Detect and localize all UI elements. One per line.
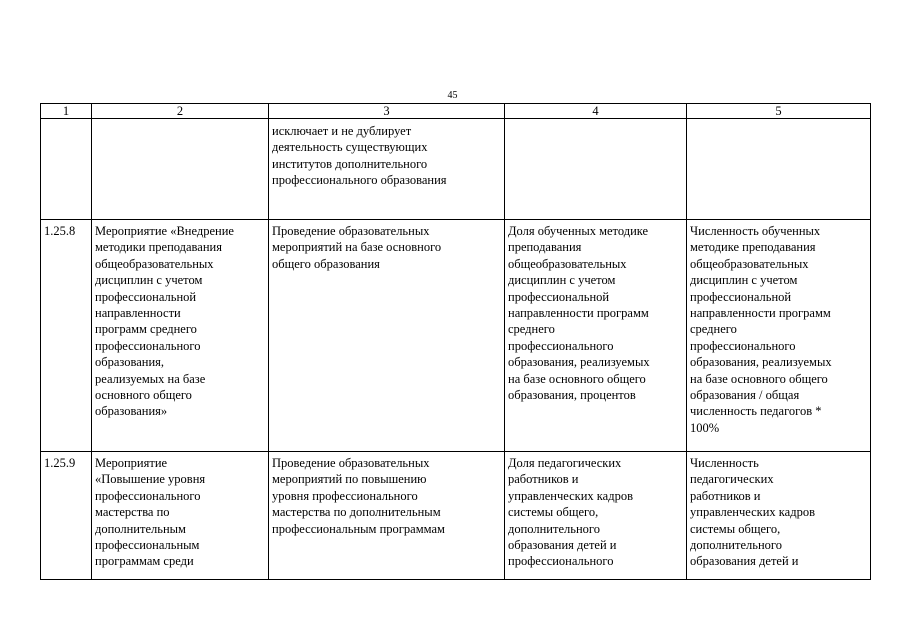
formula-cell: Численность обученных методике преподавания общеобразовательных дисциплин с учетом профессиональной направленности программ среднего профессионального образования, реализуемых на базе основного общего образования / общая численность педагогов * 100% (687, 220, 871, 452)
column-number-2: 2 (92, 104, 269, 119)
indicator-cell: Доля педагогических работников и управленческих кадров системы общего, дополнительного образования детей и профессионального (505, 452, 687, 580)
column-number-5: 5 (687, 104, 871, 119)
indicator-cell: Доля обученных методике преподавания общеобразовательных дисциплин с учетом профессиональной направленности программ среднего профессионального образования, реализуемых на базе основного общего образования, процентов (505, 220, 687, 452)
table-row (41, 452, 871, 580)
item-number-cell (41, 119, 92, 220)
indicator-cell (505, 119, 687, 220)
column-number-4: 4 (505, 104, 687, 119)
item-number-cell: 1.25.8 (41, 220, 92, 452)
formula-cell (687, 119, 871, 220)
activity-cell: Мероприятие «Повышение уровня профессионального мастерства по дополнительным профессиональным программам среди (92, 452, 269, 580)
formula-cell: Численность педагогических работников и управленческих кадров системы общего, дополнительного образования детей и (687, 452, 871, 580)
column-number-1: 1 (41, 104, 92, 119)
column-number-3: 3 (269, 104, 505, 119)
table-header-row (41, 104, 871, 119)
item-number-cell: 1.25.9 (41, 452, 92, 580)
description-cell: исключает и не дублирует деятельность существующих институтов дополнительного профессионального образования (269, 119, 505, 220)
activity-cell: Мероприятие «Внедрение методики преподавания общеобразовательных дисциплин с учетом профессиональной направленности программ среднего профессионального образования, реализуемых на базе основного общего образования» (92, 220, 269, 452)
description-cell: Проведение образовательных мероприятий на базе основного общего образования (269, 220, 505, 452)
activity-cell (92, 119, 269, 220)
description-cell: Проведение образовательных мероприятий по повышению уровня профессионального мастерства по дополнительным профессиональным программам (269, 452, 505, 580)
table-row (41, 119, 871, 220)
page-number: 45 (447, 90, 458, 101)
table-row (41, 220, 871, 452)
document-table (40, 103, 871, 580)
